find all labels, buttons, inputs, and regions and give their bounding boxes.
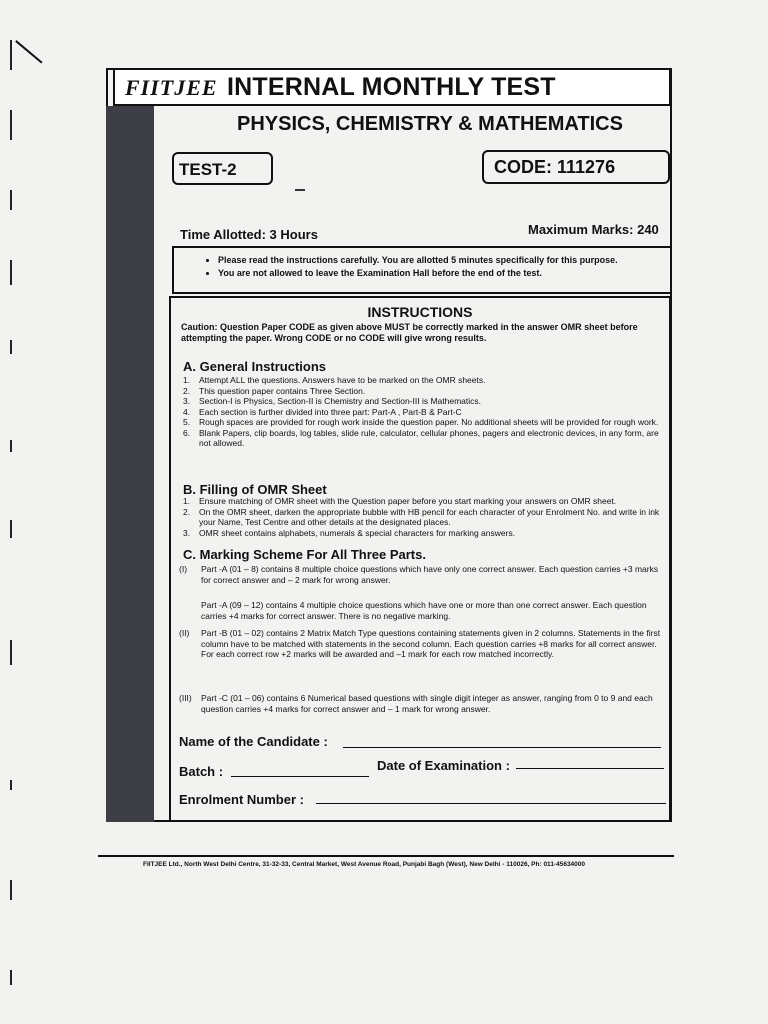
list-item: 4. Each section is further divided into three part: Part-A , Part-B & Part-C [183,406,462,417]
marking-part: Part -A (09 – 12) contains 4 multiple choice questions which have one or more than one correct answer. Each question carries +4 marks for correct answer. There is no negative marking. [201,600,647,621]
candidate-name-field[interactable] [343,747,661,748]
candidate-name-label: Name of the Candidate : [179,734,328,749]
list-item: 1. Ensure matching of OMR sheet with the Question paper before you start marking your answers on OMR sheet. [183,496,617,506]
note-item: • Please read the instructions carefully. You are allotted 5 minutes specifically for this purpose. [218,255,670,266]
test-title: INTERNAL MONTHLY TEST [227,73,556,101]
list-item: 2. On the OMR sheet, darken the appropriate bubble with HB pencil for each character of your Enrolment No. and write in ink your Name, Test Centre and other details at the designated places. [183,506,660,527]
margin-pen-marks [4,20,24,1000]
subjects-title: PHYSICS, CHEMISTRY & MATHEMATICS [237,113,623,135]
footer-address: FIITJEE Ltd., North West Delhi Centre, 31-32-33, Central Market, West Avenue Road, Punjabi Bagh (West), New Delhi - 110026, Ph: 011-45634000 [143,861,586,868]
caution-text: Caution: Question Paper CODE as given above MUST be correctly marked in the answer OMR sheet before attempting the paper. Wrong CODE or no CODE will give wrong results. [181,322,638,343]
instructions-box [169,296,671,822]
test-number-box: TEST-2 [172,152,273,185]
list-item: 2. This question paper contains Three Section. [183,385,366,396]
enrolment-number-label: Enrolment Number : [179,792,304,807]
list-item: 3. OMR sheet contains alphabets, numerals & special characters for marking answers. [183,527,516,538]
footer-rule [98,855,674,857]
list-item: 6. Blank Papers, clip boards, log tables, slide rule, calculator, cellular phones, pagers and electronic devices, in any form, are not allowed. [183,427,659,448]
maximum-marks: Maximum Marks: 240 [528,222,659,237]
paper-code-box: CODE: 111276 [482,150,670,184]
exam-date-label: Date of Examination : [377,758,510,773]
notes-box [172,246,672,294]
exam-date-field[interactable] [516,768,664,769]
side-bar [106,106,154,822]
note-item: • You are not allowed to leave the Examination Hall before the end of the test. [218,268,670,279]
list-item: 1. Attempt ALL the questions. Answers have to be marked on the OMR sheets. [183,375,486,385]
marking-part: (II) Part -B (01 – 02) contains 2 Matrix Match Type questions containing statements given in 2 columns. Statements in the first column have to be matched with statements in the second column. Each question carries +8 marks for all correct answer. For each correct row +2 marks will be awarded and –1 mark for each row matched incorrectly. [179,628,661,659]
general-instructions-list [183,375,667,449]
instructions-title: INSTRUCTIONS [367,304,473,320]
marking-part: (I) Part -A (01 – 8) contains 8 multiple choice questions which have only one correct answer. Each question carries +3 marks for correct answer and – 2 mark for wrong answer. [179,564,659,585]
omr-instructions-list [183,496,667,538]
list-item: 5. Rough spaces are provided for rough work inside the question paper. No additional sheets will be provided for rough work. [183,417,659,427]
time-allotted: Time Allotted: 3 Hours [180,227,318,242]
header-box [113,68,671,106]
batch-field[interactable] [231,776,369,777]
list-item: 3. Section-I is Physics, Section-II is Chemistry and Section-III is Mathematics. [183,396,482,406]
omr-heading: B. Filling of OMR Sheet [183,482,327,497]
general-instructions-heading: A. General Instructions [183,359,327,374]
marking-part: (III) Part -C (01 – 06) contains 6 Numerical based questions with single digit integer as answer, ranging from 0 to 9 and each question carries +4 marks for correct answer and – 1 mark for wrong answer. [179,693,653,714]
batch-label: Batch : [179,764,224,779]
brand-logo: FIITJEE [125,75,218,100]
pen-dash [295,189,305,191]
marking-scheme-heading: C. Marking Scheme For All Three Parts. [183,547,426,562]
enrolment-number-field[interactable] [316,803,666,804]
